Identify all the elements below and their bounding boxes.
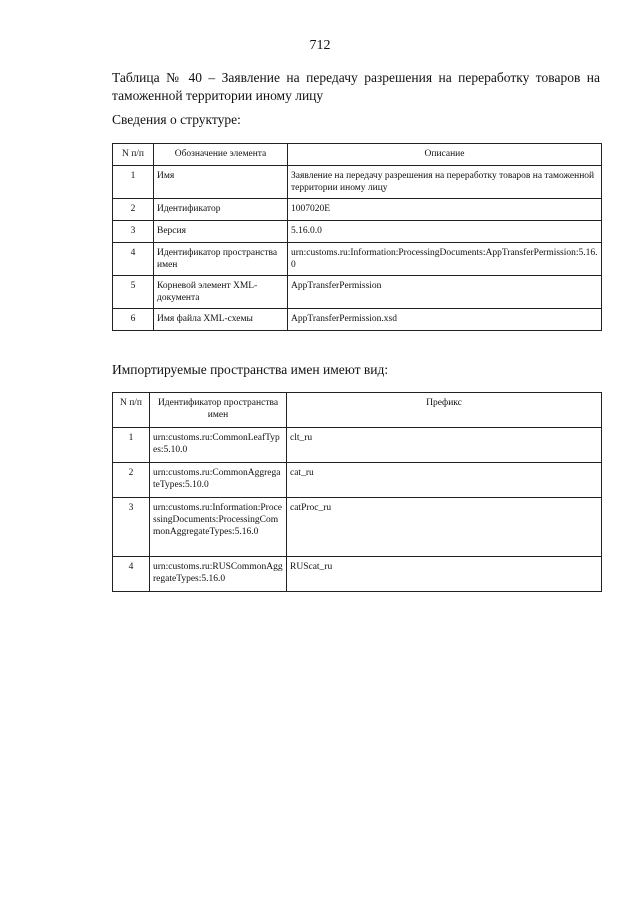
row-number: 1 [113,166,154,199]
table-row [113,557,602,592]
row-number: 3 [113,221,154,243]
row-number: 3 [113,498,150,557]
element-description: 5.16.0.0 [288,221,602,243]
table-caption: Таблица № 40 – Заявление на передачу разрешения на переработку товаров на таможенной территории иному лицу [112,70,600,103]
namespace-id: urn:customs.ru:RUSCommonAggregateTypes:5.16.0 [150,557,287,592]
imports-table [112,392,602,592]
element-description: Заявление на передачу разрешения на переработку товаров на таможенной территории иному лицу [288,166,602,199]
table-header-row [113,393,602,428]
table-row [113,199,602,221]
row-number: 2 [113,199,154,221]
table-row [113,166,602,199]
element-description: urn:customs.ru:Information:ProcessingDocuments:AppTransferPermission:5.16.0 [288,243,602,276]
namespace-prefix: catProc_ru [287,498,602,557]
table-row [113,463,602,498]
column-header-description: Описание [288,144,602,166]
row-number: 2 [113,463,150,498]
column-header-element: Обозначение элемента [154,144,288,166]
table-row [113,276,602,309]
table-row [113,498,602,557]
namespace-prefix: clt_ru [287,428,602,463]
element-name: Имя файла XML-схемы [154,309,288,331]
row-number: 1 [113,428,150,463]
row-number: 5 [113,276,154,309]
row-number: 4 [113,557,150,592]
element-description: AppTransferPermission [288,276,602,309]
namespace-id: urn:customs.ru:CommonAggregateTypes:5.10.0 [150,463,287,498]
namespace-id: urn:customs.ru:CommonLeafTypes:5.10.0 [150,428,287,463]
element-name: Версия [154,221,288,243]
namespace-prefix: cat_ru [287,463,602,498]
row-number: 4 [113,243,154,276]
element-description: AppTransferPermission.xsd [288,309,602,331]
page-number: 712 [309,38,331,53]
column-header-number: N п/п [113,393,150,428]
namespace-id: urn:customs.ru:Information:ProcessingDocuments:ProcessingCommonAggregateTypes:5.16.0 [150,498,287,557]
row-number: 6 [113,309,154,331]
table-header-row [113,144,602,166]
element-name: Имя [154,166,288,199]
imports-heading: Импортируемые пространства имен имеют вид: [112,362,389,377]
table-row [113,221,602,243]
table-row [113,309,602,331]
column-header-prefix: Префикс [287,393,602,428]
element-name: Корневой элемент XML-документа [154,276,288,309]
element-name: Идентификатор [154,199,288,221]
structure-heading: Сведения о структуре: [112,112,241,127]
table-row [113,428,602,463]
column-header-namespace: Идентификатор пространства имен [150,393,287,428]
table-row [113,243,602,276]
structure-table [112,143,602,331]
column-header-number: N п/п [113,144,154,166]
namespace-prefix: RUScat_ru [287,557,602,592]
element-description: 1007020E [288,199,602,221]
element-name: Идентификатор пространства имен [154,243,288,276]
